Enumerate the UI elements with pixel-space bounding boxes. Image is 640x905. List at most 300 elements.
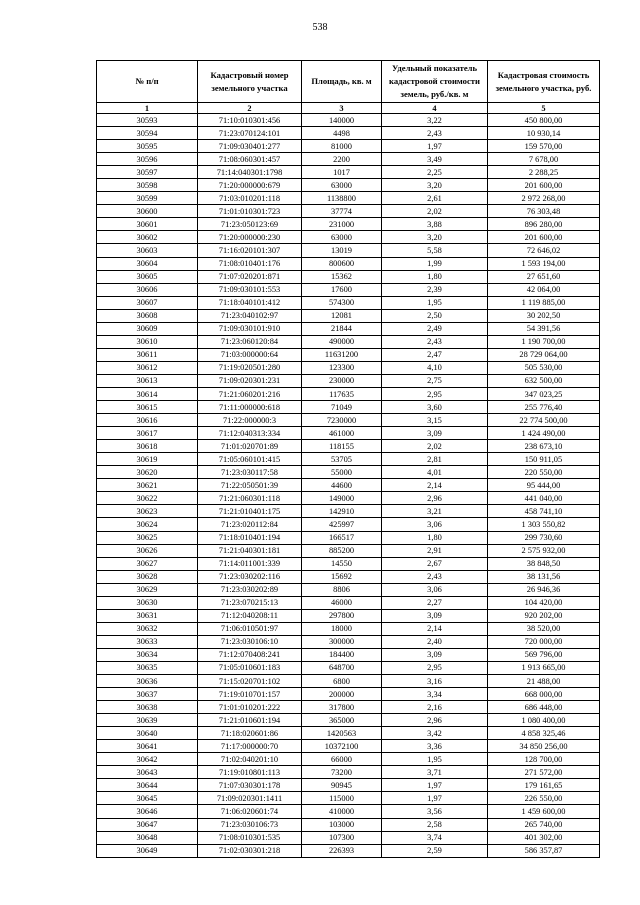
table-row (97, 218, 600, 231)
area-cell: 2200 (302, 153, 382, 166)
table-row (97, 583, 600, 596)
area-cell: 140000 (302, 114, 382, 127)
table-row (97, 440, 600, 453)
row-number-cell: 30593 (97, 114, 198, 127)
cadastral-number-cell: 71:23:030202:89 (198, 583, 302, 596)
specific-indicator-cell: 2,58 (382, 818, 488, 831)
specific-indicator-cell: 2,96 (382, 714, 488, 727)
area-cell: 63000 (302, 179, 382, 192)
header-specific-indicator: Удельный показатель кадастровой стоимости земель, руб./кв. м (382, 61, 488, 103)
cadastral-value-cell: 21 488,00 (488, 675, 600, 688)
cadastral-number-cell: 71:01:010201:222 (198, 701, 302, 714)
area-cell: 142910 (302, 505, 382, 518)
row-number-cell: 30626 (97, 544, 198, 557)
cadastral-value-cell: 1 459 600,00 (488, 805, 600, 818)
row-number-cell: 30611 (97, 348, 198, 361)
row-number-cell: 30617 (97, 427, 198, 440)
area-cell: 1138800 (302, 192, 382, 205)
row-number-cell: 30629 (97, 583, 198, 596)
table-body (97, 114, 600, 858)
cadastral-value-cell: 179 161,65 (488, 779, 600, 792)
specific-indicator-cell: 3,15 (382, 414, 488, 427)
column-number-row (97, 103, 600, 114)
table-row (97, 309, 600, 322)
cadastral-value-cell: 632 500,00 (488, 374, 600, 387)
table-row (97, 296, 600, 309)
cadastral-value-cell: 1 190 700,00 (488, 335, 600, 348)
table-row (97, 466, 600, 479)
table-row (97, 701, 600, 714)
cadastral-number-cell: 71:12:040313:334 (198, 427, 302, 440)
cadastral-number-cell: 71:19:010801:113 (198, 766, 302, 779)
area-cell: 184400 (302, 648, 382, 661)
specific-indicator-cell: 3,09 (382, 427, 488, 440)
area-cell: 149000 (302, 492, 382, 505)
row-number-cell: 30638 (97, 701, 198, 714)
cadastral-value-cell: 2 288,25 (488, 166, 600, 179)
area-cell: 14550 (302, 557, 382, 570)
area-cell: 317800 (302, 701, 382, 714)
area-cell: 1017 (302, 166, 382, 179)
area-cell: 63000 (302, 231, 382, 244)
header-area: Площадь, кв. м (302, 61, 382, 103)
row-number-cell: 30607 (97, 296, 198, 309)
row-number-cell: 30598 (97, 179, 198, 192)
cadastral-value-cell: 255 776,40 (488, 401, 600, 414)
header-num: № п/п (97, 61, 198, 103)
table-row (97, 270, 600, 283)
area-cell: 885200 (302, 544, 382, 557)
row-number-cell: 30595 (97, 140, 198, 153)
row-number-cell: 30599 (97, 192, 198, 205)
table-header (97, 61, 600, 114)
area-cell: 8806 (302, 583, 382, 596)
specific-indicator-cell: 2,25 (382, 166, 488, 179)
cadastral-value-cell: 347 023,25 (488, 387, 600, 400)
cadastral-number-cell: 71:03:010201:118 (198, 192, 302, 205)
cadastral-number-cell: 71:19:020501:280 (198, 361, 302, 374)
table-row (97, 127, 600, 140)
column-number: 3 (302, 103, 382, 114)
cadastral-value-cell: 1 424 490,00 (488, 427, 600, 440)
row-number-cell: 30648 (97, 831, 198, 844)
specific-indicator-cell: 3,06 (382, 518, 488, 531)
table-row (97, 192, 600, 205)
table-row (97, 453, 600, 466)
cadastral-number-cell: 71:20:000000:230 (198, 231, 302, 244)
table-row (97, 179, 600, 192)
specific-indicator-cell: 3,16 (382, 675, 488, 688)
specific-indicator-cell: 3,60 (382, 401, 488, 414)
area-cell: 15692 (302, 570, 382, 583)
row-number-cell: 30602 (97, 231, 198, 244)
area-cell: 90945 (302, 779, 382, 792)
cadastral-value-cell: 220 550,00 (488, 466, 600, 479)
row-number-cell: 30606 (97, 283, 198, 296)
cadastral-number-cell: 71:15:020701:102 (198, 675, 302, 688)
cadastral-value-cell: 265 740,00 (488, 818, 600, 831)
specific-indicator-cell: 3,56 (382, 805, 488, 818)
table-row (97, 414, 600, 427)
row-number-cell: 30645 (97, 792, 198, 805)
cadastral-value-cell: 401 302,00 (488, 831, 600, 844)
cadastral-value-cell: 2 575 932,00 (488, 544, 600, 557)
column-number: 1 (97, 103, 198, 114)
specific-indicator-cell: 3,34 (382, 688, 488, 701)
cadastral-number-cell: 71:17:000000:70 (198, 740, 302, 753)
specific-indicator-cell: 2,75 (382, 374, 488, 387)
table-row (97, 479, 600, 492)
cadastral-value-cell: 1 119 885,00 (488, 296, 600, 309)
specific-indicator-cell: 2,02 (382, 205, 488, 218)
area-cell: 46000 (302, 596, 382, 609)
specific-indicator-cell: 3,21 (382, 505, 488, 518)
table-row (97, 114, 600, 127)
cadastral-number-cell: 71:21:040301:181 (198, 544, 302, 557)
specific-indicator-cell: 3,88 (382, 218, 488, 231)
row-number-cell: 30594 (97, 127, 198, 140)
specific-indicator-cell: 3,20 (382, 231, 488, 244)
cadastral-value-cell: 76 303,48 (488, 205, 600, 218)
cadastral-number-cell: 71:02:030301:218 (198, 844, 302, 857)
cadastral-value-cell: 920 202,00 (488, 609, 600, 622)
cadastral-number-cell: 71:23:070215:13 (198, 596, 302, 609)
row-number-cell: 30630 (97, 596, 198, 609)
specific-indicator-cell: 2,43 (382, 570, 488, 583)
table-row (97, 661, 600, 674)
specific-indicator-cell: 3,09 (382, 648, 488, 661)
specific-indicator-cell: 2,40 (382, 635, 488, 648)
cadastral-number-cell: 71:23:030117:58 (198, 466, 302, 479)
table-row (97, 596, 600, 609)
cadastral-number-cell: 71:11:000000:618 (198, 401, 302, 414)
table-row (97, 766, 600, 779)
table-row (97, 335, 600, 348)
table-row (97, 648, 600, 661)
specific-indicator-cell: 3,06 (382, 583, 488, 596)
column-number: 5 (488, 103, 600, 114)
table-row (97, 714, 600, 727)
cadastral-number-cell: 71:08:060301:457 (198, 153, 302, 166)
cadastral-number-cell: 71:23:030106:73 (198, 818, 302, 831)
cadastral-number-cell: 71:08:010301:535 (198, 831, 302, 844)
row-number-cell: 30624 (97, 518, 198, 531)
area-cell: 118155 (302, 440, 382, 453)
row-number-cell: 30613 (97, 374, 198, 387)
specific-indicator-cell: 2,14 (382, 622, 488, 635)
area-cell: 81000 (302, 140, 382, 153)
area-cell: 230000 (302, 374, 382, 387)
specific-indicator-cell: 2,67 (382, 557, 488, 570)
cadastral-value-cell: 26 946,36 (488, 583, 600, 596)
table-row (97, 322, 600, 335)
row-number-cell: 30622 (97, 492, 198, 505)
row-number-cell: 30635 (97, 661, 198, 674)
cadastral-value-cell: 7 678,00 (488, 153, 600, 166)
specific-indicator-cell: 3,74 (382, 831, 488, 844)
table-row (97, 427, 600, 440)
specific-indicator-cell: 2,27 (382, 596, 488, 609)
specific-indicator-cell: 2,59 (382, 844, 488, 857)
row-number-cell: 30604 (97, 257, 198, 270)
table-row (97, 831, 600, 844)
cadastral-value-cell: 896 280,00 (488, 218, 600, 231)
area-cell: 13019 (302, 244, 382, 257)
cadastral-value-cell: 38 520,00 (488, 622, 600, 635)
cadastral-number-cell: 71:23:030202:116 (198, 570, 302, 583)
cadastral-value-cell: 450 800,00 (488, 114, 600, 127)
header-cadastral-value: Кадастровая стоимость земельного участка, руб. (488, 61, 600, 103)
cadastral-value-cell: 27 651,60 (488, 270, 600, 283)
cadastral-value-cell: 686 448,00 (488, 701, 600, 714)
cadastral-number-cell: 71:21:060201:216 (198, 387, 302, 400)
cadastral-value-cell: 4 858 325,46 (488, 727, 600, 740)
specific-indicator-cell: 2,61 (382, 192, 488, 205)
cadastral-number-cell: 71:07:030301:178 (198, 779, 302, 792)
cadastral-number-cell: 71:23:060120:84 (198, 335, 302, 348)
cadastral-value-cell: 271 572,00 (488, 766, 600, 779)
area-cell: 12081 (302, 309, 382, 322)
specific-indicator-cell: 1,99 (382, 257, 488, 270)
area-cell: 107300 (302, 831, 382, 844)
table-row (97, 531, 600, 544)
row-number-cell: 30640 (97, 727, 198, 740)
cadastral-number-cell: 71:21:060301:118 (198, 492, 302, 505)
row-number-cell: 30616 (97, 414, 198, 427)
cadastral-number-cell: 71:09:030101:910 (198, 322, 302, 335)
cadastral-number-cell: 71:01:010301:723 (198, 205, 302, 218)
cadastral-value-cell: 441 040,00 (488, 492, 600, 505)
specific-indicator-cell: 2,91 (382, 544, 488, 557)
cadastral-number-cell: 71:21:010601:194 (198, 714, 302, 727)
cadastral-number-cell: 71:18:020601:86 (198, 727, 302, 740)
area-cell: 17600 (302, 283, 382, 296)
column-number: 4 (382, 103, 488, 114)
specific-indicator-cell: 2,49 (382, 322, 488, 335)
cadastral-number-cell: 71:09:020301:1411 (198, 792, 302, 805)
area-cell: 166517 (302, 531, 382, 544)
row-number-cell: 30603 (97, 244, 198, 257)
table-row (97, 792, 600, 805)
table-row (97, 688, 600, 701)
cadastral-number-cell: 71:12:070408:241 (198, 648, 302, 661)
area-cell: 4498 (302, 127, 382, 140)
cadastral-number-cell: 71:09:030101:553 (198, 283, 302, 296)
specific-indicator-cell: 1,97 (382, 140, 488, 153)
cadastral-number-cell: 71:10:010301:456 (198, 114, 302, 127)
row-number-cell: 30627 (97, 557, 198, 570)
area-cell: 123300 (302, 361, 382, 374)
specific-indicator-cell: 5,58 (382, 244, 488, 257)
cadastral-number-cell: 71:23:030106:10 (198, 635, 302, 648)
row-number-cell: 30614 (97, 387, 198, 400)
cadastral-number-cell: 71:09:020301:231 (198, 374, 302, 387)
cadastral-number-cell: 71:05:010601:183 (198, 661, 302, 674)
row-number-cell: 30621 (97, 479, 198, 492)
table-row (97, 153, 600, 166)
cadastral-number-cell: 71:14:040301:1798 (198, 166, 302, 179)
cadastral-number-cell: 71:18:010401:194 (198, 531, 302, 544)
cadastral-number-cell: 71:20:000000:679 (198, 179, 302, 192)
cadastral-number-cell: 71:14:011001:339 (198, 557, 302, 570)
cadastral-value-cell: 10 930,14 (488, 127, 600, 140)
area-cell: 37774 (302, 205, 382, 218)
cadastral-number-cell: 71:02:040201:10 (198, 753, 302, 766)
cadastral-number-cell: 71:12:040208:11 (198, 609, 302, 622)
specific-indicator-cell: 1,95 (382, 296, 488, 309)
cadastral-table (96, 60, 600, 858)
row-number-cell: 30632 (97, 622, 198, 635)
row-number-cell: 30642 (97, 753, 198, 766)
area-cell: 21844 (302, 322, 382, 335)
table-row (97, 348, 600, 361)
area-cell: 800600 (302, 257, 382, 270)
column-number: 2 (198, 103, 302, 114)
cadastral-value-cell: 28 729 064,00 (488, 348, 600, 361)
specific-indicator-cell: 2,81 (382, 453, 488, 466)
table-row (97, 805, 600, 818)
cadastral-value-cell: 1 080 400,00 (488, 714, 600, 727)
specific-indicator-cell: 4,01 (382, 466, 488, 479)
table-row (97, 374, 600, 387)
table-row (97, 361, 600, 374)
specific-indicator-cell: 1,80 (382, 531, 488, 544)
table-row (97, 492, 600, 505)
row-number-cell: 30647 (97, 818, 198, 831)
area-cell: 461000 (302, 427, 382, 440)
cadastral-value-cell: 299 730,60 (488, 531, 600, 544)
cadastral-value-cell: 1 913 665,00 (488, 661, 600, 674)
area-cell: 103000 (302, 818, 382, 831)
area-cell: 226393 (302, 844, 382, 857)
cadastral-number-cell: 71:01:020701:89 (198, 440, 302, 453)
row-number-cell: 30612 (97, 361, 198, 374)
table-row (97, 622, 600, 635)
table-row (97, 609, 600, 622)
row-number-cell: 30609 (97, 322, 198, 335)
row-number-cell: 30615 (97, 401, 198, 414)
specific-indicator-cell: 3,20 (382, 179, 488, 192)
specific-indicator-cell: 3,22 (382, 114, 488, 127)
cadastral-value-cell: 38 131,56 (488, 570, 600, 583)
cadastral-value-cell: 159 570,00 (488, 140, 600, 153)
specific-indicator-cell: 2,16 (382, 701, 488, 714)
table-row (97, 505, 600, 518)
cadastral-value-cell: 22 774 500,00 (488, 414, 600, 427)
specific-indicator-cell: 2,02 (382, 440, 488, 453)
table-row (97, 675, 600, 688)
cadastral-number-cell: 71:21:010401:175 (198, 505, 302, 518)
row-number-cell: 30605 (97, 270, 198, 283)
cadastral-number-cell: 71:23:020112:84 (198, 518, 302, 531)
area-cell: 15362 (302, 270, 382, 283)
table-row (97, 166, 600, 179)
cadastral-value-cell: 34 850 256,00 (488, 740, 600, 753)
cadastral-value-cell: 201 600,00 (488, 231, 600, 244)
specific-indicator-cell: 2,43 (382, 335, 488, 348)
row-number-cell: 30601 (97, 218, 198, 231)
cadastral-number-cell: 71:09:030401:277 (198, 140, 302, 153)
area-cell: 10372100 (302, 740, 382, 753)
cadastral-value-cell: 720 000,00 (488, 635, 600, 648)
row-number-cell: 30620 (97, 466, 198, 479)
cadastral-number-cell: 71:23:040102:97 (198, 309, 302, 322)
row-number-cell: 30618 (97, 440, 198, 453)
specific-indicator-cell: 3,36 (382, 740, 488, 753)
area-cell: 73200 (302, 766, 382, 779)
table-row (97, 844, 600, 857)
cadastral-value-cell: 586 357,87 (488, 844, 600, 857)
row-number-cell: 30649 (97, 844, 198, 857)
cadastral-value-cell: 2 972 268,00 (488, 192, 600, 205)
specific-indicator-cell: 1,97 (382, 779, 488, 792)
specific-indicator-cell: 2,47 (382, 348, 488, 361)
cadastral-number-cell: 71:08:010401:176 (198, 257, 302, 270)
area-cell: 300000 (302, 635, 382, 648)
row-number-cell: 30631 (97, 609, 198, 622)
cadastral-value-cell: 128 700,00 (488, 753, 600, 766)
cadastral-number-cell: 71:23:050123:69 (198, 218, 302, 231)
area-cell: 44600 (302, 479, 382, 492)
area-cell: 55000 (302, 466, 382, 479)
cadastral-value-cell: 95 444,00 (488, 479, 600, 492)
table-row (97, 779, 600, 792)
area-cell: 490000 (302, 335, 382, 348)
specific-indicator-cell: 3,71 (382, 766, 488, 779)
area-cell: 231000 (302, 218, 382, 231)
area-cell: 6800 (302, 675, 382, 688)
row-number-cell: 30619 (97, 453, 198, 466)
table-row (97, 727, 600, 740)
cadastral-value-cell: 505 530,00 (488, 361, 600, 374)
area-cell: 115000 (302, 792, 382, 805)
area-cell: 71049 (302, 401, 382, 414)
row-number-cell: 30634 (97, 648, 198, 661)
table-row (97, 818, 600, 831)
specific-indicator-cell: 3,09 (382, 609, 488, 622)
cadastral-number-cell: 71:22:000000:3 (198, 414, 302, 427)
area-cell: 648700 (302, 661, 382, 674)
cadastral-number-cell: 71:05:060101:415 (198, 453, 302, 466)
cadastral-number-cell: 71:07:020201:871 (198, 270, 302, 283)
cadastral-number-cell: 71:06:020601:74 (198, 805, 302, 818)
cadastral-value-cell: 30 202,50 (488, 309, 600, 322)
cadastral-value-cell: 668 000,00 (488, 688, 600, 701)
row-number-cell: 30646 (97, 805, 198, 818)
row-number-cell: 30597 (97, 166, 198, 179)
specific-indicator-cell: 4,10 (382, 361, 488, 374)
table-row (97, 283, 600, 296)
row-number-cell: 30608 (97, 309, 198, 322)
cadastral-value-cell: 42 064,00 (488, 283, 600, 296)
specific-indicator-cell: 1,97 (382, 792, 488, 805)
row-number-cell: 30637 (97, 688, 198, 701)
header-cadastral-number: Кадастровый номер земельного участка (198, 61, 302, 103)
row-number-cell: 30596 (97, 153, 198, 166)
row-number-cell: 30600 (97, 205, 198, 218)
cadastral-number-cell: 71:19:010701:157 (198, 688, 302, 701)
cadastral-value-cell: 238 673,10 (488, 440, 600, 453)
area-cell: 66000 (302, 753, 382, 766)
specific-indicator-cell: 1,95 (382, 753, 488, 766)
specific-indicator-cell: 2,43 (382, 127, 488, 140)
cadastral-value-cell: 226 550,00 (488, 792, 600, 805)
specific-indicator-cell: 2,95 (382, 387, 488, 400)
table-row (97, 635, 600, 648)
page-number: 538 (312, 22, 328, 33)
cadastral-value-cell: 201 600,00 (488, 179, 600, 192)
cadastral-value-cell: 1 303 550,82 (488, 518, 600, 531)
